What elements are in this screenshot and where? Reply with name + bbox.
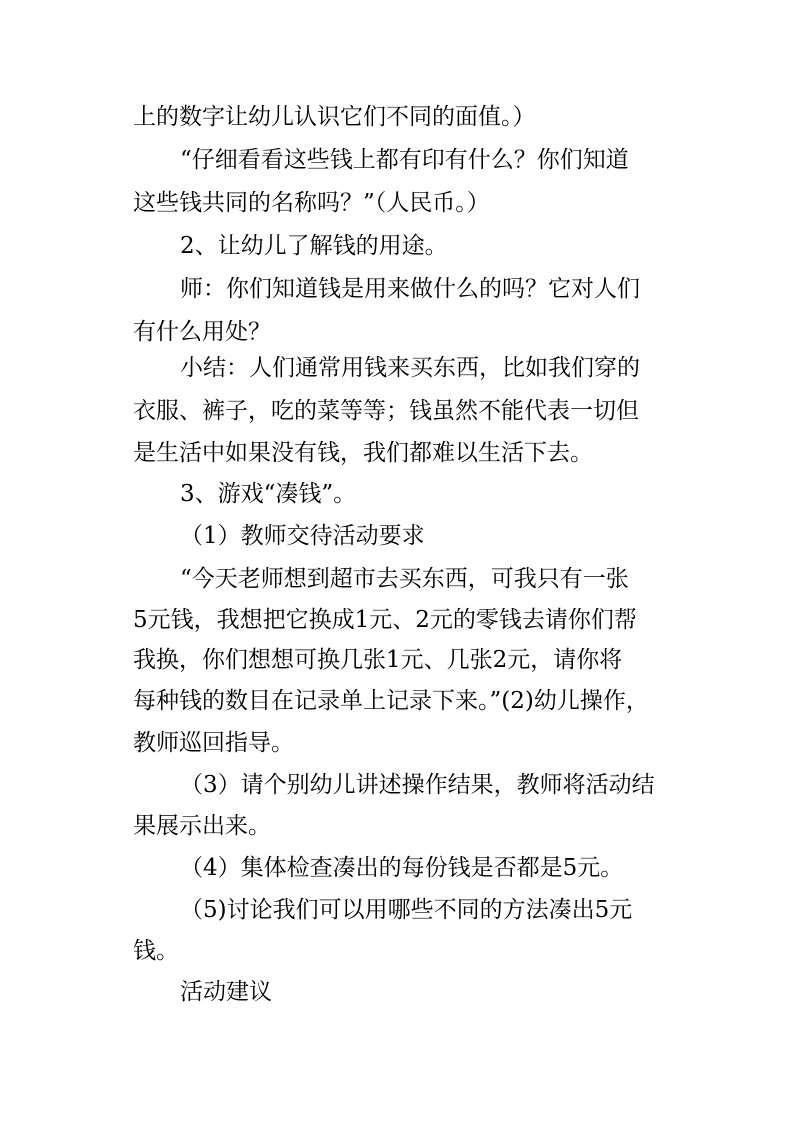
text-line-6: 有什么用处？ xyxy=(133,319,271,345)
text-line-7: 小结：人们通常用钱来买东西，比如我们穿的 xyxy=(180,355,640,381)
text-line-21: 钱。 xyxy=(133,938,179,964)
text-line-19: （4）集体检查凑出的每份钱是否都是5元。 xyxy=(180,855,624,881)
text-line-5: 师：你们知道钱是用来做什么的吗？它对人们 xyxy=(180,276,640,302)
text-line-14: 我换，你们想想可换几张1元、几张2元，请你将 xyxy=(133,647,623,673)
text-line-17: （3）请个别幼儿讲述操作结果，教师将活动结 xyxy=(180,772,655,798)
text-line-10: 3、游戏“凑钱”。 xyxy=(180,481,357,507)
text-line-22: 活动建议 xyxy=(180,979,272,1005)
text-line-3: 这些钱共同的名称吗？”（人民币。） xyxy=(133,190,490,216)
text-line-15: 每种钱的数目在记录单上记录下来。”(2)幼儿操作， xyxy=(133,688,649,714)
text-line-2: “仔细看看这些钱上都有印有什么？你们知道 xyxy=(180,147,629,173)
text-line-16: 教师巡回指导。 xyxy=(133,730,294,756)
text-line-13: 5元钱，我想把它换成1元、2元的零钱去请你们帮 xyxy=(133,607,637,633)
text-line-9: 是生活中如果没有钱，我们都难以生活下去。 xyxy=(133,440,593,466)
text-line-4: 2、让幼儿了解钱的用途。 xyxy=(180,233,448,259)
text-line-8: 衣服、裤子，吃的菜等等；钱虽然不能代表一切但 xyxy=(133,398,639,424)
text-line-12: “今天老师想到超市去买东西，可我只有一张 xyxy=(180,566,629,592)
text-line-11: （1）教师交待活动要求 xyxy=(180,523,425,549)
text-line-20: （5)讨论我们可以用哪些不同的方法凑出5元 xyxy=(180,897,633,923)
text-line-1: 上的数字让幼儿认识它们不同的面值。） xyxy=(133,104,536,130)
text-line-18: 果展示出来。 xyxy=(133,813,271,839)
